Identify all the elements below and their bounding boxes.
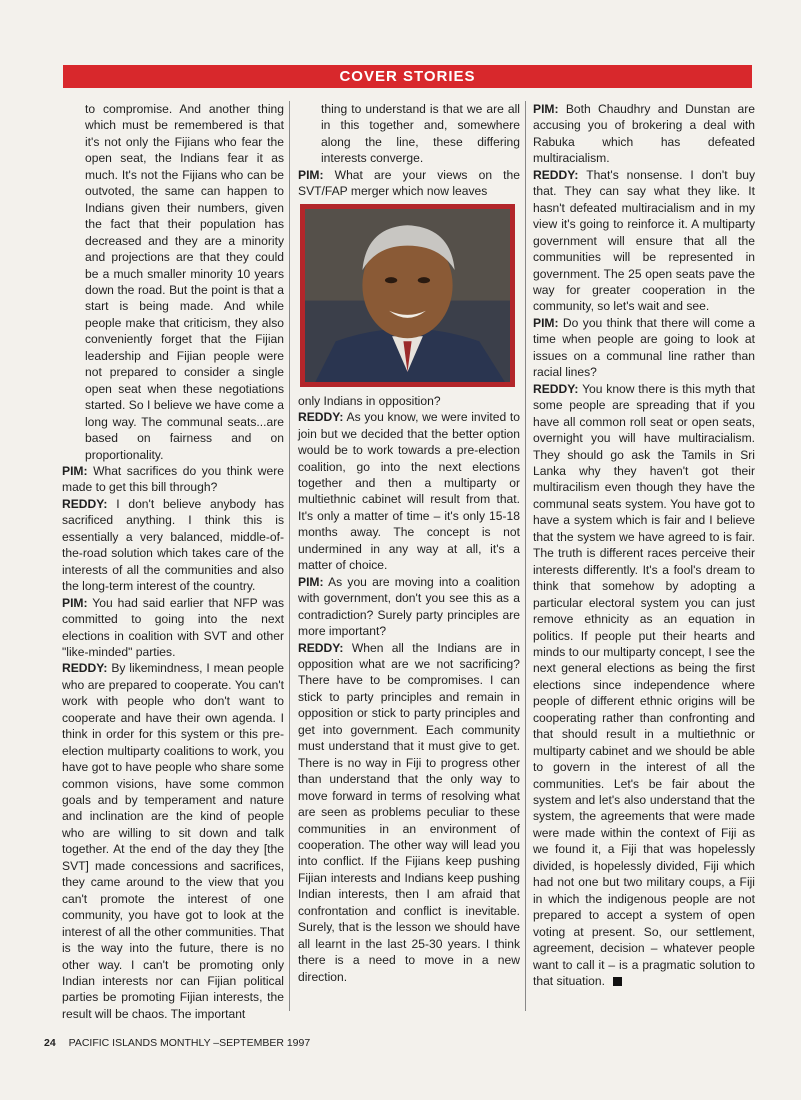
question: PIM: You had said earlier that NFP was committed to going into the next elections in coalition with SVT and other "like-minded" parties. — [62, 595, 284, 659]
answer: REDDY: I don't believe anybody has sacrificed anything. I think this is essentially a very balanced, middle-of-the-road solution which takes care of the interests of all the communities and also the long-term interest of the country. — [62, 496, 284, 594]
question: PIM: As you are moving into a coalition with government, don't you see this as a contradiction? Surely party principles are more important? — [298, 574, 520, 639]
portrait-photo — [300, 204, 515, 387]
answer: REDDY: As you know, we were invited to join but we decided that the better option would be to work towards a pre-election coalition, go into the next elections together and then a multiparty or multiethnic cabinet will result from that. It's only a matter of time – it's only 15-18 months away. The concept is not undermined in any way at all, it's a matter of choice. — [298, 410, 520, 573]
column-1 — [62, 101, 284, 1021]
page-footer — [44, 1037, 310, 1049]
column-divider — [525, 101, 526, 1011]
end-mark-icon — [613, 977, 622, 986]
question: PIM: What are your views on the SVT/FAP merger which now leaves — [298, 167, 520, 199]
answer: REDDY: When all the Indians are in opposition what are we not sacrificing? There have to be compromises. I can stick to party principles and remain in opposition or stick to party principles and get into government. Each community must understand that it must give to get. There is no way in Fiji to progress other than understand that the only way to move forward in terms of resolving what are seen as problems peculiar to these communities in an environment of cooperation. The other way will lead you into conflict. If the Fijians keep pushing Fijian interests and Indians keep pushing Indian interests, then I am afraid that confrontation and conflict is inevitable. Surely, that is the lesson we should have all learnt in the last 25-30 years. I think there is a need to move in a new direction. — [298, 640, 520, 984]
paragraph: to compromise. And another thing which must be remembered is that it's not only the Fijians who fear the open seat, the Indians fear it as much. It's not the Fijians who can be outvoted, the same can happen to Indians given their numbers, given the fact that their population has decreased and they are a minority and projections are that they could be a much smaller minority 10 years down the road. But the point is that a start is being made. And while people make that criticism, they also conveniently forget that the Fijian leadership and Fijian people were not prepared to consider a single open seat when these negotiations started. So I believe we have come a long way. The communal seats...are based on fairness and on proportionality. — [85, 102, 284, 462]
section-banner — [63, 65, 752, 88]
question: PIM: Do you think that there will come a time when people are going to look at issues on a communal line rather than racial lines? — [533, 315, 755, 380]
question: PIM: Both Chaudhry and Dunstan are accusing you of brokering a deal with Rabuka which has defeated multiracialism. — [533, 102, 755, 166]
column-2 — [298, 101, 520, 1011]
column-3 — [533, 101, 755, 1011]
page-number: 24 — [44, 1037, 56, 1049]
publication-line: PACIFIC ISLANDS MONTHLY –SEPTEMBER 1997 — [68, 1037, 311, 1049]
answer: REDDY: That's nonsense. I don't buy that. They can say what they like. It hasn't defeated multiracialism and in my view it's going to reinforce it. A multiparty government will ensure that all the communities will be represented in government. The 25 open seats pave the way for greater cooperation in the community, so let's wait and see. — [533, 167, 755, 314]
answer: REDDY: You know there is this myth that some people are spreading that if you have all common roll seat or open seats, overnight you will have multiracialism. They should go ask the Tamils in Sri Lanka why they haven't got their multiracilism even though they have the communal seats system. You have got to have a system which is fair and I believe that the system we have agreed to is fair. The truth is different races perceive their interests differently. It's a fool's dream to think that somehow by adopting a particular electoral system you can just remove ethnicity as an equation in politics. If people put their hearts and minds to our multiparty concept, I see the next general elections as being the first elections since independence where people of different ethnic origins will be cooperating rather than confronting and that should result in a multiethnic or multiparty cabinet and we should be able to govern in the interest of all the communities. Let's be fair about the system and let's also understand that the system, the agreements that were made were made within the context of Fiji as we found it, a Fiji that was hopelessly divided, is hopelessly divided, Fiji which had not one but two military coups, a Fiji in which the indigenous people are not prepared to accept a system of open voting at present. So, our settlement, agreement, decision – whatever people want to call it – is a pragmatic solution to that situation. — [533, 381, 755, 989]
question: PIM: What sacrifices do you think were made to get this bill through? — [62, 463, 284, 495]
paragraph: thing to understand is that we are all in this together and, somewhere along the line, these differing interests converge. — [321, 102, 520, 166]
answer: REDDY: By likemindness, I mean people who are prepared to cooperate. You can't work with people who don't want to cooperate and have their own agenda. I think in order for this system or this pre-election multiparty coalitions to work, you have got to have people who share some common visions, have some common goals and by temperament and nature and inclination are the kind of people who are willing to sit down and talk together. At the end of the day they [the SVT] made concessions and sacrifices, they came around to the view that you can't promote the interest of one community, you have got to look at the interest of all the other communities. That is the way into the future, there is no other way. I can't be promoting only Indian interests nor can Fijian political parties be promoting Fijian interests, the result will be chaos. The important — [62, 661, 284, 1021]
column-divider — [289, 101, 290, 1011]
paragraph: only Indians in opposition? — [298, 393, 441, 408]
portrait-image — [305, 209, 510, 382]
section-title: COVER STORIES — [339, 68, 476, 85]
